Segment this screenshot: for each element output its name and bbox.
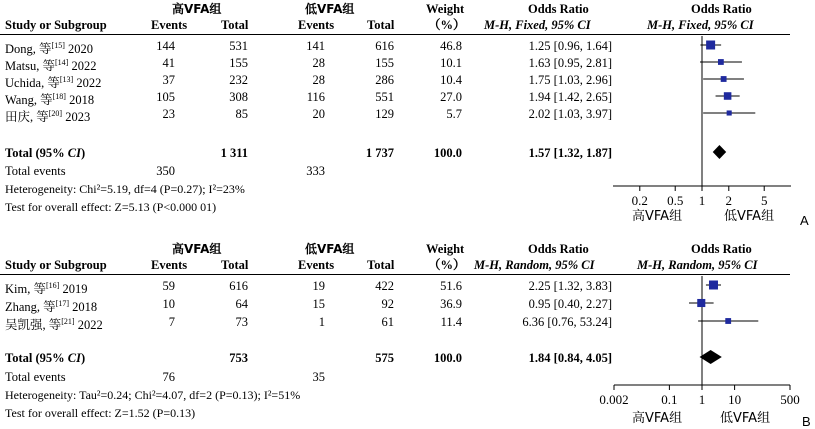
study-name: Uchida, 等[13] 2022	[5, 75, 102, 91]
weight-header: Weight	[426, 2, 465, 16]
total-events-label: Total events	[5, 370, 66, 384]
col-study: Study or Subgroup	[5, 258, 107, 272]
total-1: 155	[229, 56, 248, 70]
total-2: 1 737	[365, 146, 394, 160]
total-1: 1 311	[220, 146, 248, 160]
overall-effect: Test for overall effect: Z=1.52 (P=0.13)	[5, 406, 196, 420]
events-2: 20	[312, 107, 325, 121]
study-name: Dong, 等[15] 2020	[5, 41, 93, 57]
total-or-ci: 1.84 [0.84, 4.05]	[528, 351, 612, 365]
total-events-label: Total events	[5, 164, 66, 178]
total-1: 73	[235, 315, 248, 329]
total-weight: 100.0	[433, 351, 462, 365]
or-ci: 1.94 [1.42, 2.65]	[528, 90, 612, 104]
total-or-ci: 1.57 [1.32, 1.87]	[528, 146, 612, 160]
weight: 51.6	[440, 279, 462, 293]
study-name: Wang, 等[18] 2018	[5, 92, 95, 108]
x-tick-label: 10	[728, 392, 742, 407]
col-events-1: Events	[151, 18, 188, 32]
or-text-subtitle: M-H, Fixed, 95% CI	[484, 18, 591, 32]
favours-left: 高VFA组	[632, 411, 683, 426]
or-plot-title: Odds Ratio	[691, 242, 752, 256]
panel-label-a: A	[800, 213, 809, 228]
total-2: 422	[375, 279, 394, 293]
study-marker	[725, 318, 731, 324]
x-tick-label: 0.5	[667, 193, 684, 208]
x-tick-label: 2	[725, 193, 733, 208]
or-plot-title: Odds Ratio	[691, 2, 752, 16]
col-weight-unit: （%）	[428, 18, 466, 32]
x-tick-label: 0.1	[661, 392, 678, 407]
events-2: 28	[312, 73, 325, 87]
or-ci: 1.75 [1.03, 2.96]	[528, 73, 612, 87]
group1-header: 高VFA组	[172, 242, 222, 256]
col-total-2: Total	[367, 18, 395, 32]
events-1: 10	[162, 297, 175, 311]
total-events-2: 35	[312, 370, 325, 384]
group2-header: 低VFA组	[305, 242, 355, 256]
study-name: Matsu, 等[14] 2022	[5, 58, 97, 74]
or-ci: 0.95 [0.40, 2.27]	[528, 297, 612, 311]
weight-header: Weight	[426, 242, 465, 256]
col-study: Study or Subgroup	[5, 18, 107, 32]
weight: 11.4	[440, 315, 462, 329]
study-marker	[697, 299, 705, 307]
total-1: 531	[229, 39, 248, 53]
study-name: 田庆, 等[20] 2023	[5, 109, 91, 125]
or-text-title: Odds Ratio	[528, 242, 589, 256]
group2-header: 低VFA组	[305, 2, 355, 16]
x-tick-label: 500	[780, 392, 800, 407]
or-ci: 6.36 [0.76, 53.24]	[522, 315, 612, 329]
total-events-1: 76	[162, 370, 175, 384]
events-1: 144	[156, 39, 175, 53]
total-1: 308	[229, 90, 248, 104]
study-name: Kim, 等[16] 2019	[5, 281, 88, 297]
study-marker	[721, 76, 727, 82]
study-name: Zhang, 等[17] 2018	[5, 299, 98, 315]
total-1: 85	[235, 107, 248, 121]
x-tick-label: 0.002	[599, 392, 629, 407]
events-2: 141	[306, 39, 325, 53]
weight: 36.9	[440, 297, 462, 311]
panel-label-b: B	[802, 414, 811, 429]
col-total-2: Total	[367, 258, 395, 272]
x-tick-label: 0.2	[631, 193, 648, 208]
study-name: 吴凯强, 等[21] 2022	[5, 317, 103, 333]
favours-right: 低VFA组	[720, 411, 771, 426]
total-1: 64	[235, 297, 248, 311]
x-tick-label: 5	[760, 193, 768, 208]
events-1: 105	[156, 90, 175, 104]
events-1: 41	[162, 56, 175, 70]
events-2: 19	[312, 279, 325, 293]
weight: 10.1	[440, 56, 462, 70]
total-2: 155	[375, 56, 394, 70]
group1-header: 高VFA组	[172, 2, 222, 16]
total-2: 616	[375, 39, 394, 53]
events-2: 1	[318, 315, 325, 329]
weight: 10.4	[440, 73, 462, 87]
overall-effect: Test for overall effect: Z=5.13 (P<0.000 01)	[5, 200, 217, 214]
or-ci: 2.25 [1.32, 3.83]	[528, 279, 612, 293]
heterogeneity: Heterogeneity: Chi²=5.19, df=4 (P=0.27); I²=23%	[5, 182, 245, 196]
total-weight: 100.0	[433, 146, 462, 160]
total-1: 753	[229, 351, 248, 365]
total-events-1: 350	[156, 164, 175, 178]
favours-right: 低VFA组	[724, 209, 775, 224]
favours-left: 高VFA组	[632, 209, 683, 224]
study-marker	[718, 59, 724, 65]
x-tick-label: 1	[698, 193, 706, 208]
study-marker	[724, 92, 732, 100]
col-events-2: Events	[298, 258, 335, 272]
events-1: 37	[162, 73, 175, 87]
events-2: 28	[312, 56, 325, 70]
weight: 46.8	[440, 39, 462, 53]
events-2: 116	[306, 90, 325, 104]
forest-svg-b	[0, 240, 815, 429]
total-2: 551	[375, 90, 394, 104]
study-marker	[727, 110, 732, 115]
or-plot-subtitle: M-H, Fixed, 95% CI	[647, 18, 754, 32]
total-label: Total (95% CI)	[5, 146, 86, 160]
col-total-1: Total	[221, 258, 249, 272]
weight: 27.0	[440, 90, 462, 104]
col-weight-unit: （%）	[428, 258, 466, 272]
events-1: 23	[162, 107, 175, 121]
total-2: 575	[375, 351, 394, 365]
or-text-subtitle: M-H, Random, 95% CI	[474, 258, 595, 272]
events-2: 15	[312, 297, 325, 311]
study-marker	[709, 281, 718, 290]
x-tick-label: 1	[698, 392, 706, 407]
total-1: 616	[229, 279, 248, 293]
total-events-2: 333	[306, 164, 325, 178]
col-total-1: Total	[221, 18, 249, 32]
pooled-diamond	[713, 145, 726, 159]
events-1: 59	[162, 279, 175, 293]
or-plot-subtitle: M-H, Random, 95% CI	[637, 258, 758, 272]
heterogeneity: Heterogeneity: Tau²=0.24; Chi²=4.07, df=2 (P=0.13); I²=51%	[5, 388, 301, 402]
pooled-diamond	[700, 350, 722, 364]
total-2: 286	[375, 73, 394, 87]
total-label: Total (95% CI)	[5, 351, 86, 365]
or-ci: 1.25 [0.96, 1.64]	[528, 39, 612, 53]
weight: 5.7	[446, 107, 462, 121]
col-events-1: Events	[151, 258, 188, 272]
study-marker	[706, 41, 715, 50]
col-events-2: Events	[298, 18, 335, 32]
or-ci: 2.02 [1.03, 3.97]	[528, 107, 612, 121]
total-2: 129	[375, 107, 394, 121]
forest-plot-b	[0, 240, 815, 429]
events-1: 7	[168, 315, 175, 329]
total-2: 92	[381, 297, 394, 311]
or-ci: 1.63 [0.95, 2.81]	[528, 56, 612, 70]
or-text-title: Odds Ratio	[528, 2, 589, 16]
total-2: 61	[381, 315, 394, 329]
total-1: 232	[229, 73, 248, 87]
